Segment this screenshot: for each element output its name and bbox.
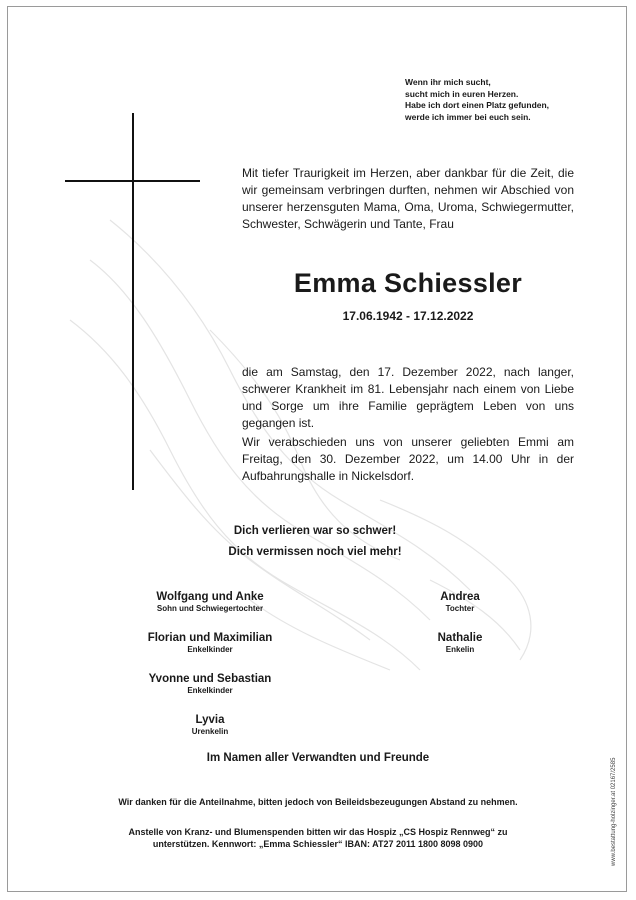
side-imprint: www.bestattung-holzinger.at 02167/2585 (611, 757, 617, 866)
mourner-entry (400, 632, 520, 654)
cross-icon (132, 113, 134, 490)
farewell-paragraph: Wir verabschieden uns von unserer geliebten Emmi am Freitag, den 30. Dezember 2022, um 14.00 Uhr in der Aufbahrungshalle in Nickelsdorf. (242, 435, 574, 483)
mourner-relation: Enkelkinder (187, 686, 233, 695)
mourner-names: Nathalie (437, 632, 483, 644)
deceased-name: Emma Schiessler (293, 268, 523, 298)
closing-line: Im Namen aller Verwandten und Freunde (206, 752, 430, 764)
cross-icon-bar (65, 180, 200, 182)
death-notice-paragraph: die am Samstag, den 17. Dezember 2022, nach langer, schwerer Krankheit im 81. Lebensjahr nach einem von Liebe und Sorge um ihre Familie geprägtem Leben von uns gegangen ist. (242, 365, 574, 430)
poem-line: Wenn ihr mich sucht, (405, 77, 491, 87)
life-dates: 17.06.1942 - 17.12.2022 (342, 309, 474, 323)
mourner-names: Florian und Maximilian (147, 632, 273, 644)
mourner-names: Andrea (440, 591, 480, 603)
poem-line: Habe ich dort einen Platz gefunden, (405, 100, 550, 110)
mourner-relation: Urenkelin (191, 727, 229, 736)
mourner-names: Lyvia (195, 714, 225, 726)
mourner-relation: Tochter (445, 604, 475, 613)
mourner-names: Wolfgang und Anke (156, 591, 264, 603)
mourner-relation: Enkelin (445, 645, 475, 654)
mourner-entry (120, 714, 300, 736)
mourner-entry (120, 591, 300, 613)
verse-line: Dich verlieren war so schwer! (233, 525, 397, 537)
poem-line: sucht mich in euren Herzen. (405, 88, 519, 99)
mourner-entry (120, 673, 300, 695)
mourner-names: Yvonne und Sebastian (148, 673, 272, 685)
mourner-relation: Enkelkinder (187, 645, 233, 654)
mourner-entry (120, 632, 300, 654)
intro-text: Mit tiefer Traurigkeit im Herzen, aber dankbar für die Zeit, die wir gemeinsam verbringen durften, nehmen wir Abschied von unserer herzensguten Mama, Oma, Uroma, Schwiegermutter, Schwester, Schwägerin und Tante, Frau (242, 166, 574, 231)
poem-line: werde ich immer bei euch sein. (405, 111, 531, 122)
thanks-note: Wir danken für die Anteilnahme, bitten jedoch von Beileidsbezeugungen Abstand zu nehmen. (118, 797, 518, 807)
mourner-relation: Sohn und Schwiegertochter (156, 604, 264, 613)
donation-note (40, 826, 596, 850)
mourner-entry (400, 591, 520, 613)
verse-line: Dich vermissen noch viel mehr! (228, 546, 402, 558)
donation-line: Anstelle von Kranz- und Blumenspenden bitten wir das Hospiz „CS Hospiz Rennweg“ zu (128, 827, 508, 837)
poem (405, 77, 605, 123)
donation-line: unterstützen. Kennwort: „Emma Schiessler“ IBAN: AT27 2011 1800 8098 0900 (152, 839, 484, 849)
